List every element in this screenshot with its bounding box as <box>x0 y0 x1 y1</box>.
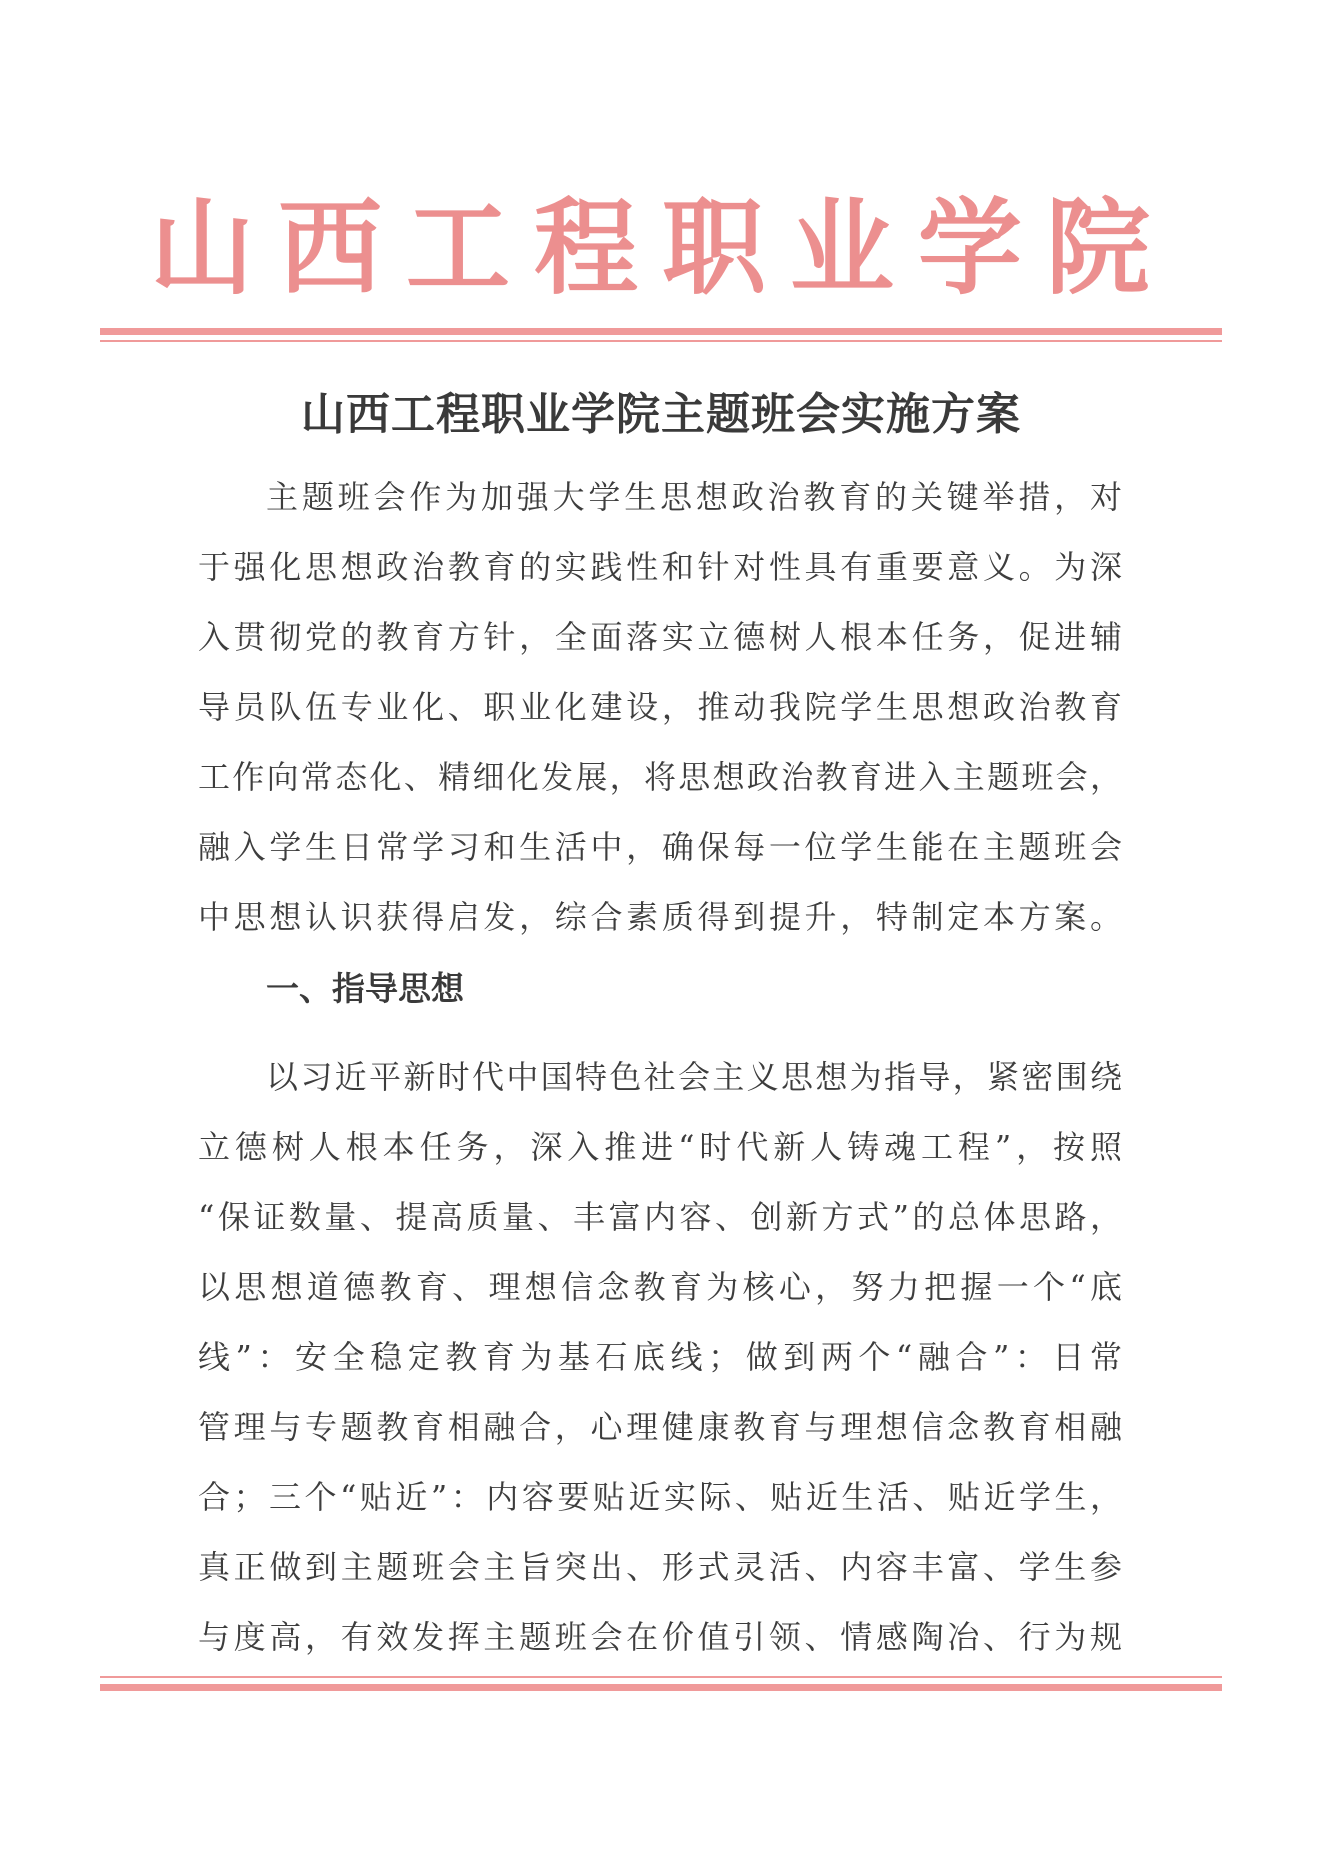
text-line: 真正做到主题班会主旨突出、形式灵活、内容丰富、学生参 <box>198 1548 1122 1586</box>
footer-divider-thin <box>100 1676 1222 1678</box>
text-line: 融入学生日常学习和生活中，确保每一位学生能在主题班会 <box>198 828 1122 866</box>
org-name-char: 业 <box>789 186 894 309</box>
org-name-char: 院 <box>1045 186 1150 309</box>
text-line: 合；三个“贴近”：内容要贴近实际、贴近生活、贴近学生， <box>198 1478 1122 1516</box>
text-line: “保证数量、提高质量、丰富内容、创新方式”的总体思路， <box>198 1198 1122 1236</box>
org-name-char: 山 <box>150 186 255 309</box>
text-line: 主题班会作为加强大学生思想政治教育的关键举措，对 <box>266 478 1122 516</box>
document-title: 山西工程职业学院主题班会实施方案 <box>301 389 1021 440</box>
org-name-char: 西 <box>277 186 382 309</box>
header-divider-thick <box>100 328 1222 335</box>
org-name-header <box>150 188 1150 308</box>
text-line: 以思想道德教育、理想信念教育为核心，努力把握一个“底 <box>198 1268 1122 1306</box>
intro-paragraph <box>198 462 1122 952</box>
header-divider-thin <box>100 340 1222 342</box>
org-name-char: 学 <box>917 186 1022 309</box>
text-line: 工作向常态化、精细化发展，将思想政治教育进入主题班会， <box>198 758 1122 796</box>
section-heading: 一、指导思想 <box>266 969 464 1008</box>
text-line: 导员队伍专业化、职业化建设，推动我院学生思想政治教育 <box>198 688 1122 726</box>
text-line: 立德树人根本任务，深入推进“时代新人铸魂工程”，按照 <box>198 1128 1122 1166</box>
section-paragraph <box>198 1042 1122 1672</box>
org-name-char: 工 <box>405 186 510 309</box>
footer-divider-thick <box>100 1684 1222 1691</box>
text-line: 入贯彻党的教育方针，全面落实立德树人根本任务，促进辅 <box>198 618 1122 656</box>
org-name-char: 职 <box>661 186 766 309</box>
text-line: 以习近平新时代中国特色社会主义思想为指导，紧密围绕 <box>266 1058 1122 1096</box>
text-line: 中思想认识获得启发，综合素质得到提升，特制定本方案。 <box>198 898 1122 936</box>
text-line: 线”：安全稳定教育为基石底线；做到两个“融合”：日常 <box>198 1338 1122 1376</box>
text-line: 与度高，有效发挥主题班会在价值引领、情感陶冶、行为规 <box>198 1618 1122 1656</box>
text-line: 管理与专题教育相融合，心理健康教育与理想信念教育相融 <box>198 1408 1122 1446</box>
org-name-char: 程 <box>533 186 638 309</box>
text-line: 于强化思想政治教育的实践性和针对性具有重要意义。为深 <box>198 548 1122 586</box>
